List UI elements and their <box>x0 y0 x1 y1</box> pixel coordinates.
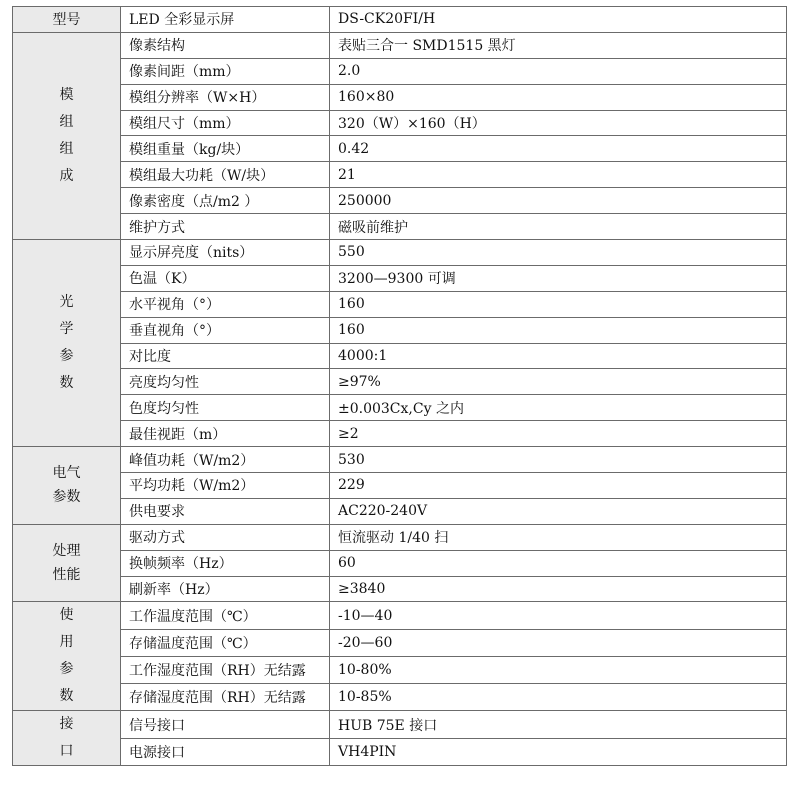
param-value: 60 <box>330 550 787 576</box>
param-value: 160 <box>330 291 787 317</box>
param-value: HUB 75E 接口 <box>330 711 787 739</box>
param-name: 存储温度范围（℃） <box>121 629 330 656</box>
param-value: ±0.003Cx,Cy 之内 <box>330 395 787 421</box>
group-label-line: 学 <box>59 321 74 338</box>
table-row <box>13 629 787 656</box>
param-name: 亮度均匀性 <box>121 369 330 395</box>
param-name: 垂直视角（°） <box>121 317 330 343</box>
group-label-electrical <box>13 447 121 525</box>
table-row <box>13 576 787 602</box>
group-label-line: 使 <box>59 607 74 624</box>
param-value: 0.42 <box>330 136 787 162</box>
group-label-usage <box>13 602 121 711</box>
group-label-optical <box>13 240 121 447</box>
param-name: 显示屏亮度（nits） <box>121 240 330 266</box>
param-value: 21 <box>330 162 787 188</box>
table-row <box>13 656 787 683</box>
param-value: 160 <box>330 317 787 343</box>
model-label-cell: 型号 <box>13 7 121 33</box>
param-value: ≥2 <box>330 421 787 447</box>
param-value: 160×80 <box>330 84 787 110</box>
param-value: ≥3840 <box>330 576 787 602</box>
table-row <box>13 291 787 317</box>
param-value: 表贴三合一 SMD1515 黑灯 <box>330 32 787 58</box>
param-value: 3200—9300 可调 <box>330 265 787 291</box>
table-row <box>13 136 787 162</box>
group-label-line: 参数 <box>52 489 81 506</box>
table-row <box>13 711 787 739</box>
group-label-module <box>13 32 121 239</box>
table-row <box>13 447 787 473</box>
table-row <box>13 473 787 499</box>
param-value: 4000:1 <box>330 343 787 369</box>
param-name: 模组分辨率（W×H） <box>121 84 330 110</box>
table-row <box>13 84 787 110</box>
param-value: 磁吸前维护 <box>330 214 787 240</box>
param-value: 250000 <box>330 188 787 214</box>
group-label-line: 数 <box>59 375 74 392</box>
group-label-line: 参 <box>59 348 74 365</box>
table-row <box>13 58 787 84</box>
param-value: ≥97% <box>330 369 787 395</box>
param-name: 色温（K） <box>121 265 330 291</box>
table-row <box>13 343 787 369</box>
group-label-processing <box>13 524 121 602</box>
group-label-line: 成 <box>59 167 74 184</box>
table-row <box>13 369 787 395</box>
param-value: 550 <box>330 240 787 266</box>
table-row <box>13 498 787 524</box>
param-name: 刷新率（Hz） <box>121 576 330 602</box>
param-value: 10-80% <box>330 656 787 683</box>
table-row <box>13 110 787 136</box>
group-label-line: 组 <box>59 113 74 130</box>
table-row <box>13 162 787 188</box>
param-value: AC220-240V <box>330 498 787 524</box>
group-label-line: 性能 <box>52 567 81 584</box>
header-row <box>13 7 787 33</box>
group-label-line: 口 <box>59 743 74 760</box>
group-label-interface <box>13 711 121 766</box>
group-label-line: 光 <box>59 294 74 311</box>
param-name: 最佳视距（m） <box>121 421 330 447</box>
table-row <box>13 738 787 766</box>
group-label-line: 组 <box>59 140 74 157</box>
param-value: 320（W）×160（H） <box>330 110 787 136</box>
param-name: 像素结构 <box>121 32 330 58</box>
param-name: 水平视角（°） <box>121 291 330 317</box>
group-label-line: 模 <box>59 86 74 103</box>
param-name: 换帧频率（Hz） <box>121 550 330 576</box>
param-value: 恒流驱动 1/40 扫 <box>330 524 787 550</box>
spec-table <box>12 6 787 766</box>
param-value: 2.0 <box>330 58 787 84</box>
param-name: 供电要求 <box>121 498 330 524</box>
param-name: 色度均匀性 <box>121 395 330 421</box>
table-row <box>13 421 787 447</box>
table-row <box>13 214 787 240</box>
param-value: -20—60 <box>330 629 787 656</box>
param-name: 驱动方式 <box>121 524 330 550</box>
table-row <box>13 32 787 58</box>
table-row <box>13 317 787 343</box>
group-label-line: 数 <box>59 688 74 705</box>
table-row <box>13 550 787 576</box>
table-row <box>13 395 787 421</box>
param-name: 模组尺寸（mm） <box>121 110 330 136</box>
param-name: 像素间距（mm） <box>121 58 330 84</box>
param-value: 229 <box>330 473 787 499</box>
table-row <box>13 524 787 550</box>
table-row <box>13 602 787 629</box>
param-name: 平均功耗（W/m2） <box>121 473 330 499</box>
param-name: 信号接口 <box>121 711 330 739</box>
param-name: 存储湿度范围（RH）无结露 <box>121 684 330 711</box>
product-name-cell: LED 全彩显示屏 <box>121 7 330 33</box>
table-row <box>13 265 787 291</box>
param-name: 电源接口 <box>121 738 330 766</box>
param-name: 模组最大功耗（W/块） <box>121 162 330 188</box>
table-row <box>13 240 787 266</box>
param-name: 维护方式 <box>121 214 330 240</box>
group-label-line: 处理 <box>52 543 81 560</box>
param-value: -10—40 <box>330 602 787 629</box>
param-name: 对比度 <box>121 343 330 369</box>
table-row <box>13 684 787 711</box>
param-name: 像素密度（点/m2 ） <box>121 188 330 214</box>
param-name: 峰值功耗（W/m2） <box>121 447 330 473</box>
param-name: 工作温度范围（℃） <box>121 602 330 629</box>
model-number-cell: DS-CK20FI/H <box>330 7 787 33</box>
group-label-line: 接 <box>59 716 74 733</box>
param-value: 530 <box>330 447 787 473</box>
table-row <box>13 188 787 214</box>
param-name: 工作湿度范围（RH）无结露 <box>121 656 330 683</box>
group-label-line: 用 <box>59 634 74 651</box>
param-name: 模组重量（kg/块） <box>121 136 330 162</box>
group-label-line: 参 <box>59 661 74 678</box>
group-label-line: 电气 <box>52 465 81 482</box>
param-value: VH4PIN <box>330 738 787 766</box>
spec-sheet <box>12 6 787 766</box>
param-value: 10-85% <box>330 684 787 711</box>
